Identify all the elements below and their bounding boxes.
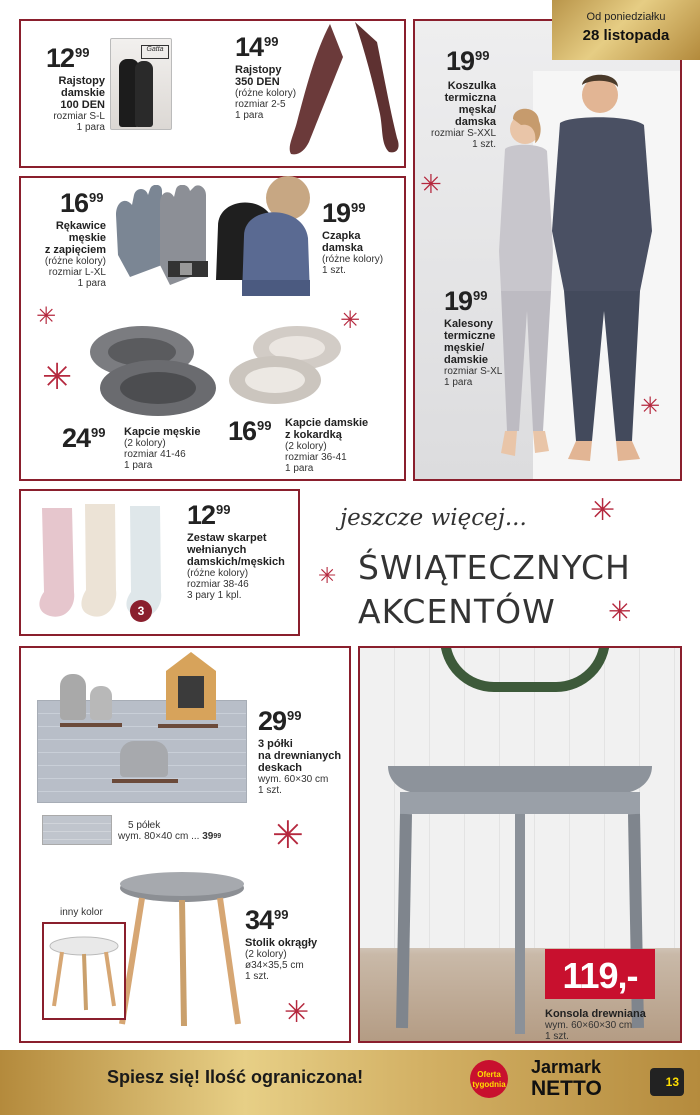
other-color-label: inny kolor xyxy=(60,907,103,918)
date-tag xyxy=(552,0,700,60)
offer-badge-line2: tygodnia xyxy=(472,1080,506,1089)
price-kapcie-meskie: $24^{99}$ xyxy=(62,423,106,453)
text-rajstopy350: Rajstopy 350 DEN (różne kolory) rozmiar 2-5 1 para xyxy=(235,64,297,121)
price-konsola: 119,- xyxy=(562,955,638,996)
tights-package-image: Gatta xyxy=(110,38,172,130)
price-konsola-tag xyxy=(545,949,655,999)
price-rajstopy100: $12^{99}$ xyxy=(46,43,90,73)
text-konsola: Konsola drewniana wym. 60×60×30 cm 1 szt. xyxy=(545,1008,646,1042)
text-polki: 3 półki na drewnianych deskach wym. 60×30 cm 1 szt. xyxy=(258,738,342,796)
text-koszulka: Koszulka termiczna męska/ damska rozmiar S-XXL 1 szt. xyxy=(430,80,496,150)
star-decoration: ✳ xyxy=(420,170,442,200)
brown-tights-image xyxy=(285,22,403,162)
star-decoration: ✳ xyxy=(590,493,616,528)
price-stolik: $34^{99}$ xyxy=(245,905,289,935)
page-number-badge xyxy=(650,1068,684,1096)
star-decoration: ✳ xyxy=(640,392,661,420)
promo-line1: jeszcze więcej... xyxy=(340,505,527,531)
date-line2: 28 listopada xyxy=(582,27,670,44)
price-czapka: $19^{99}$ xyxy=(322,198,366,228)
text-skarpety: Zestaw skarpet wełnianych damskich/męskich (różne kolory) rozmiar 38-46 3 pary 1 kpl. xyxy=(187,532,285,601)
brand-jarmark: Jarmark xyxy=(531,1057,602,1077)
other-color-image xyxy=(42,922,126,1020)
figurines-image xyxy=(56,664,116,722)
pack-badge xyxy=(130,600,152,622)
price-koszulka: $19^{99}$ xyxy=(446,46,490,76)
price-kalesony: $19^{99}$ xyxy=(444,286,488,316)
footer-bar xyxy=(0,1050,700,1115)
womens-slippers-image xyxy=(225,318,351,414)
text-rajstopy100: Rajstopy damskie 100 DEN rozmiar S-L 1 para xyxy=(53,75,105,133)
page-number: 13 xyxy=(665,1075,679,1089)
star-decoration: ✳ xyxy=(608,595,632,628)
offer-badge xyxy=(470,1060,508,1098)
text-stolik: Stolik okrągły (2 kolory) ø34×35,5 cm 1 szt. xyxy=(245,937,318,982)
price-kapcie-damskie: $16^{99}$ xyxy=(228,416,272,446)
text-kapcie-meskie: Kapcie męskie (2 kolory) rozmiar 41-46 1 para xyxy=(124,426,201,471)
hats-image xyxy=(208,176,323,301)
shelf-variant-image xyxy=(42,815,112,845)
gloves-image xyxy=(110,185,215,300)
price-skarpety: $12^{99}$ xyxy=(187,500,231,530)
brand-netto: NETTO xyxy=(531,1077,602,1100)
text-polki-variant: 5 półek wym. 80×40 cm ... $39^{99}$ xyxy=(118,820,222,842)
white-table-icon xyxy=(44,924,124,1018)
text-kapcie-damskie: Kapcie damskie z kokardką (2 kolory) rozmiar 36-41 1 para xyxy=(285,417,369,474)
star-decoration: ✳ xyxy=(272,813,304,857)
star-decoration: ✳ xyxy=(42,357,73,398)
star-decoration: ✳ xyxy=(284,995,310,1030)
text-rekawice: Rękawice męskie z zapięciem (różne kolory) rozmiar L-XL 1 para xyxy=(44,220,106,289)
text-czapka: Czapka damska (różne kolory) 1 szt. xyxy=(322,230,384,276)
price-rajstopy350: $14^{99}$ xyxy=(235,32,279,62)
mens-slippers-image xyxy=(84,318,226,424)
promo-line3: AKCENTÓW xyxy=(358,592,556,631)
price-polki: $29^{99}$ xyxy=(258,706,302,736)
price-rekawice: $16^{99}$ xyxy=(60,188,104,218)
socks-image xyxy=(30,496,180,628)
offer-badge-line1: Oferta xyxy=(477,1070,501,1079)
footer-slogan: Spiesz się! Ilość ograniczona! xyxy=(107,1067,364,1087)
date-line1: Od poniedziałku xyxy=(586,11,666,23)
star-decoration: ✳ xyxy=(36,302,57,330)
pack-badge-number: 3 xyxy=(137,604,145,618)
star-decoration: ✳ xyxy=(340,306,361,334)
round-table-image xyxy=(112,870,252,1030)
promo-line2: ŚWIĄTECZNYCH xyxy=(358,548,631,587)
star-decoration: ✳ xyxy=(318,564,337,589)
text-kalesony: Kalesony termiczne męskie/ damskie rozmiar S-XL 1 para xyxy=(444,318,503,388)
